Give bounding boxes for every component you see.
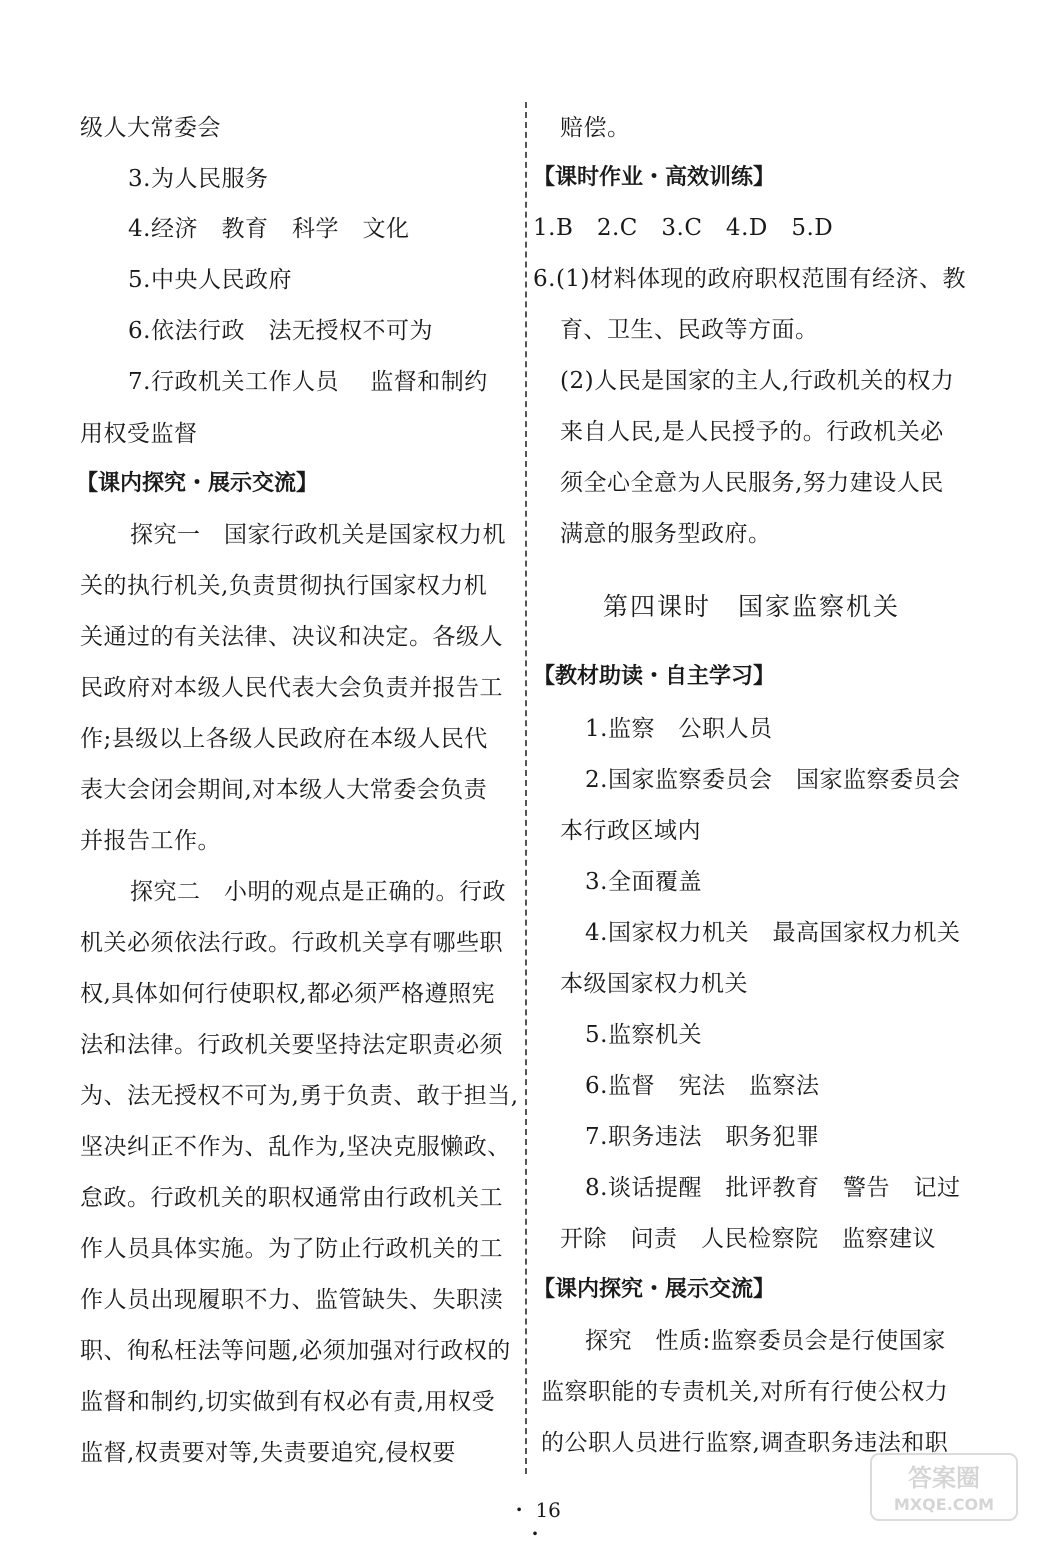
- inquiry-1-line: 作;县级以上各级人民政府在本级人民代: [80, 726, 488, 752]
- question-6-line: (2)人民是国家的主人,行政机关的权力: [560, 368, 955, 394]
- answer-item-5: 5.中央人民政府: [128, 267, 292, 293]
- inquiry-2-line: 探究二 小明的观点是正确的。行政: [130, 879, 506, 905]
- section-header-inquiry: 【课内探究・展示交流】: [76, 471, 319, 496]
- inquiry-1-line: 探究一 国家行政机关是国家权力机: [130, 522, 506, 548]
- answer-choices: 1.B 2.C 3.C 4.D 5.D: [533, 215, 834, 241]
- inquiry-1-line: 关通过的有关法律、决议和决定。各级人: [80, 624, 503, 650]
- answer-item-8-cont: 开除 问责 人民检察院 监察建议: [560, 1226, 936, 1252]
- inquiry-2-line: 监督和制约,切实做到有权必有责,用权受: [80, 1389, 496, 1415]
- text-line: 用权受监督: [80, 421, 198, 447]
- inquiry-line: 监察职能的专责机关,对所有行使公权力: [541, 1379, 949, 1405]
- inquiry-2-line: 监督,权责要对等,失责要追究,侵权要: [80, 1440, 456, 1466]
- text-line: 赔偿。: [560, 115, 631, 141]
- section-header-self-study: 【教材助读・自主学习】: [533, 664, 776, 689]
- answer-item-4-cont: 本级国家权力机关: [560, 971, 748, 997]
- inquiry-2-line: 作人员出现履职不力、监管缺失、失职渎: [80, 1287, 503, 1313]
- column-divider: [525, 102, 527, 1474]
- inquiry-2-line: 机关必须依法行政。行政机关享有哪些职: [80, 930, 503, 956]
- section-header-inquiry-2: 【课内探究・展示交流】: [533, 1277, 776, 1302]
- lesson-title: 第四课时 国家监察机关: [603, 592, 901, 621]
- answer-item-5: 5.监察机关: [585, 1022, 702, 1048]
- question-6-line: 须全心全意为人民服务,努力建设人民: [560, 470, 944, 496]
- question-6-line: 满意的服务型政府。: [560, 521, 772, 547]
- inquiry-line: 探究 性质:监察委员会是行使国家: [585, 1328, 946, 1354]
- text-line: 级人大常委会: [80, 115, 221, 141]
- inquiry-1-line: 并报告工作。: [80, 828, 221, 854]
- answer-item-1: 1.监察 公职人员: [585, 716, 773, 742]
- answer-item-7: 7.行政机关工作人员 监督和制约: [128, 369, 488, 395]
- inquiry-2-line: 法和法律。行政机关要坚持法定职责必须: [80, 1032, 503, 1058]
- answer-item-8: 8.谈话提醒 批评教育 警告 记过: [585, 1175, 961, 1201]
- question-6-line: 6.(1)材料体现的政府职权范围有经济、教: [533, 266, 967, 292]
- inquiry-2-line: 权,具体如何行使职权,都必须严格遵照宪: [80, 981, 496, 1007]
- question-6-line: 育、卫生、民政等方面。: [560, 317, 819, 343]
- question-6-line: 来自人民,是人民授予的。行政机关必: [560, 419, 944, 445]
- answer-item-3: 3.为人民服务: [128, 166, 269, 192]
- inquiry-2-line: 职、徇私枉法等问题,必须加强对行政权的: [80, 1338, 511, 1364]
- inquiry-2-line: 坚决纠正不作为、乱作为,坚决克服懒政、: [80, 1134, 511, 1160]
- inquiry-2-line: 怠政。行政机关的职权通常由行政机关工: [80, 1185, 503, 1211]
- answer-item-2: 2.国家监察委员会 国家监察委员会: [585, 767, 961, 793]
- answer-item-7: 7.职务违法 职务犯罪: [585, 1124, 820, 1150]
- answer-item-6: 6.依法行政 法无授权不可为: [128, 318, 433, 344]
- answer-item-2-cont: 本行政区域内: [560, 818, 701, 844]
- inquiry-1-line: 关的执行机关,负责贯彻执行国家权力机: [80, 573, 488, 599]
- answer-item-4: 4.经济 教育 科学 文化: [128, 216, 410, 242]
- watermark-logo: [869, 1452, 1019, 1522]
- answer-item-4: 4.国家权力机关 最高国家权力机关: [585, 920, 961, 946]
- answer-item-3: 3.全面覆盖: [585, 869, 702, 895]
- answer-item-6: 6.监督 宪法 监察法: [585, 1073, 820, 1099]
- inquiry-1-line: 表大会闭会期间,对本级人大常委会负责: [80, 777, 488, 803]
- inquiry-line: 的公职人员进行监察,调查职务违法和职: [541, 1430, 949, 1456]
- inquiry-1-line: 民政府对本级人民代表大会负责并报告工: [80, 675, 503, 701]
- page-number: ・ 16 ・: [509, 1498, 561, 1546]
- section-header-homework: 【课时作业・高效训练】: [533, 165, 776, 190]
- svg-text:答案圈: 答案圈: [908, 1464, 980, 1492]
- inquiry-2-line: 作人员具体实施。为了防止行政机关的工: [80, 1236, 503, 1262]
- svg-text:MXQE.COM: MXQE.COM: [893, 1495, 995, 1514]
- inquiry-2-line: 为、法无授权不可为,勇于负责、敢于担当,: [80, 1083, 519, 1109]
